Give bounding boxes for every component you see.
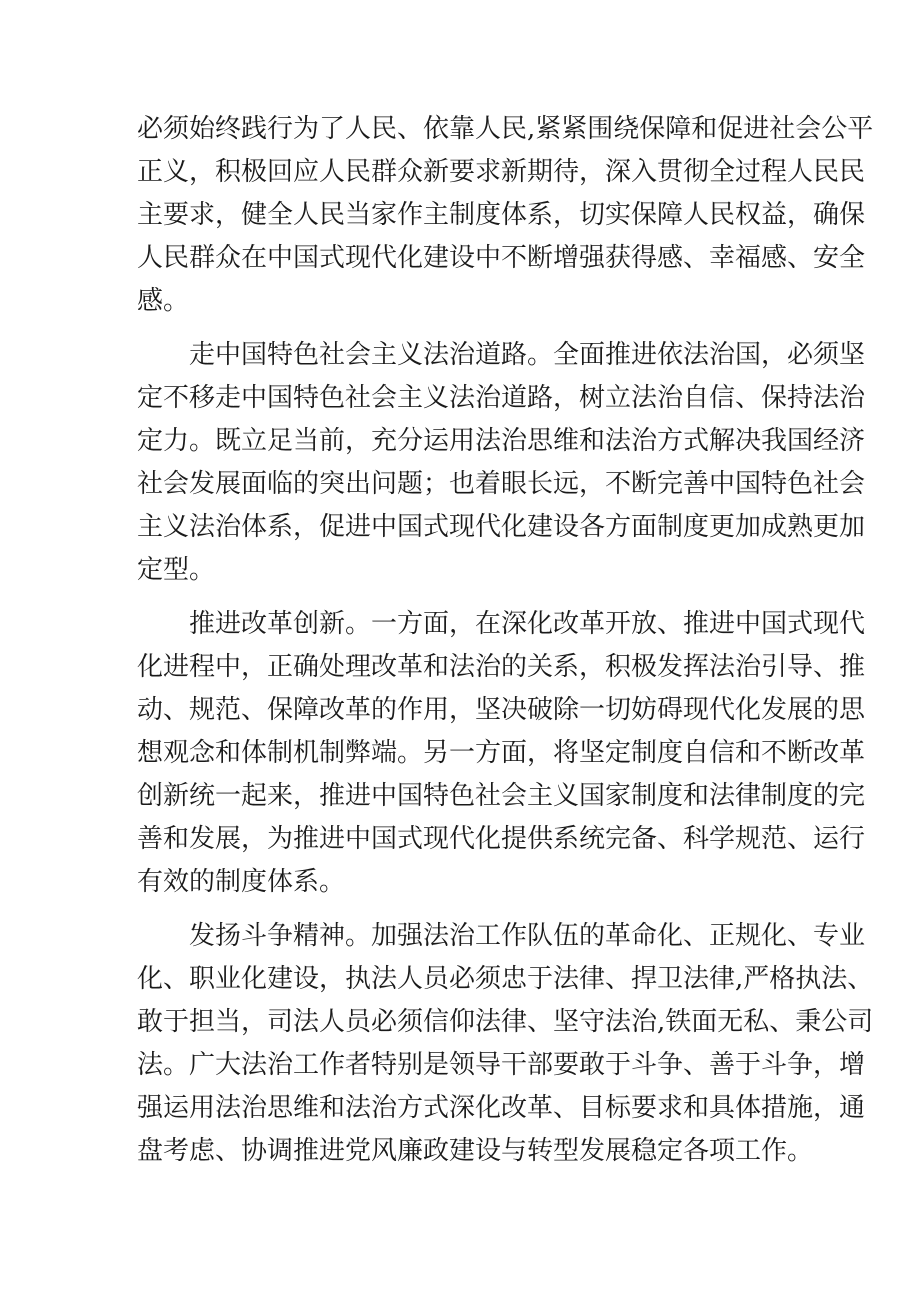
paragraph-4 — [137, 915, 874, 1173]
paragraph-3 — [137, 603, 866, 904]
text-line: 创新统一起来，推进中国特色社会主义国家制度和法律制度的完 — [137, 781, 866, 811]
text-line: 敢于担当，司法人员必须信仰法律、坚守法治,铁面无私、秉公司 — [137, 1007, 874, 1037]
text-line: 有效的制度体系。 — [137, 867, 346, 897]
text-line: 想观念和体制机制弊端。另一方面，将坚定制度自信和不断改革 — [137, 738, 866, 768]
text-line: 主要求，健全人民当家作主制度体系，切实保障人民权益，确保 — [137, 200, 866, 230]
text-line: 发扬斗争精神。加强法治工作队伍的革命化、正规化、专业 — [189, 921, 866, 951]
text-line: 定不移走中国特色社会主义法治道路，树立法治自信、保持法治 — [137, 383, 866, 413]
text-line: 定型。 — [137, 555, 216, 585]
text-line: 化进程中，正确处理改革和法治的关系，积极发挥法治引导、推 — [137, 652, 866, 682]
text-line: 走中国特色社会主义法治道路。全面推进依法治国，必须坚 — [189, 340, 866, 370]
text-line: 定力。既立足当前，充分运用法治思维和法治方式解决我国经济 — [137, 426, 866, 456]
text-line: 盘考虑、协调推进党风廉政建设与转型发展稳定各项工作。 — [137, 1136, 814, 1166]
text-line: 法。广大法治工作者特别是领导干部要敢于斗争、善于斗争，增 — [137, 1050, 866, 1080]
text-line: 正义，积极回应人民群众新要求新期待，深入贯彻全过程人民民 — [137, 157, 866, 187]
document-body — [137, 108, 874, 1184]
text-line: 推进改革创新。一方面，在深化改革开放、推进中国式现代 — [189, 609, 866, 639]
paragraph-2 — [137, 334, 866, 592]
paragraph-1 — [137, 108, 874, 323]
text-line: 人民群众在中国式现代化建设中不断增强获得感、幸福感、安全 — [137, 243, 866, 273]
text-line: 主义法治体系，促进中国式现代化建设各方面制度更加成熟更加 — [137, 512, 866, 542]
text-line: 动、规范、保障改革的作用，坚决破除一切妨碍现代化发展的思 — [137, 695, 866, 725]
text-line: 感。 — [137, 286, 190, 316]
text-line: 社会发展面临的突出问题；也着眼长远，不断完善中国特色社会 — [137, 469, 866, 499]
text-line: 强运用法治思维和法治方式深化改革、目标要求和具体措施，通 — [137, 1093, 866, 1123]
text-line: 化、职业化建设，执法人员必须忠于法律、捍卫法律,严格执法、 — [137, 964, 874, 994]
text-line: 必须始终践行为了人民、依靠人民,紧紧围绕保障和促进社会公平 — [137, 114, 874, 144]
text-line: 善和发展，为推进中国式现代化提供系统完备、科学规范、运行 — [137, 824, 866, 854]
